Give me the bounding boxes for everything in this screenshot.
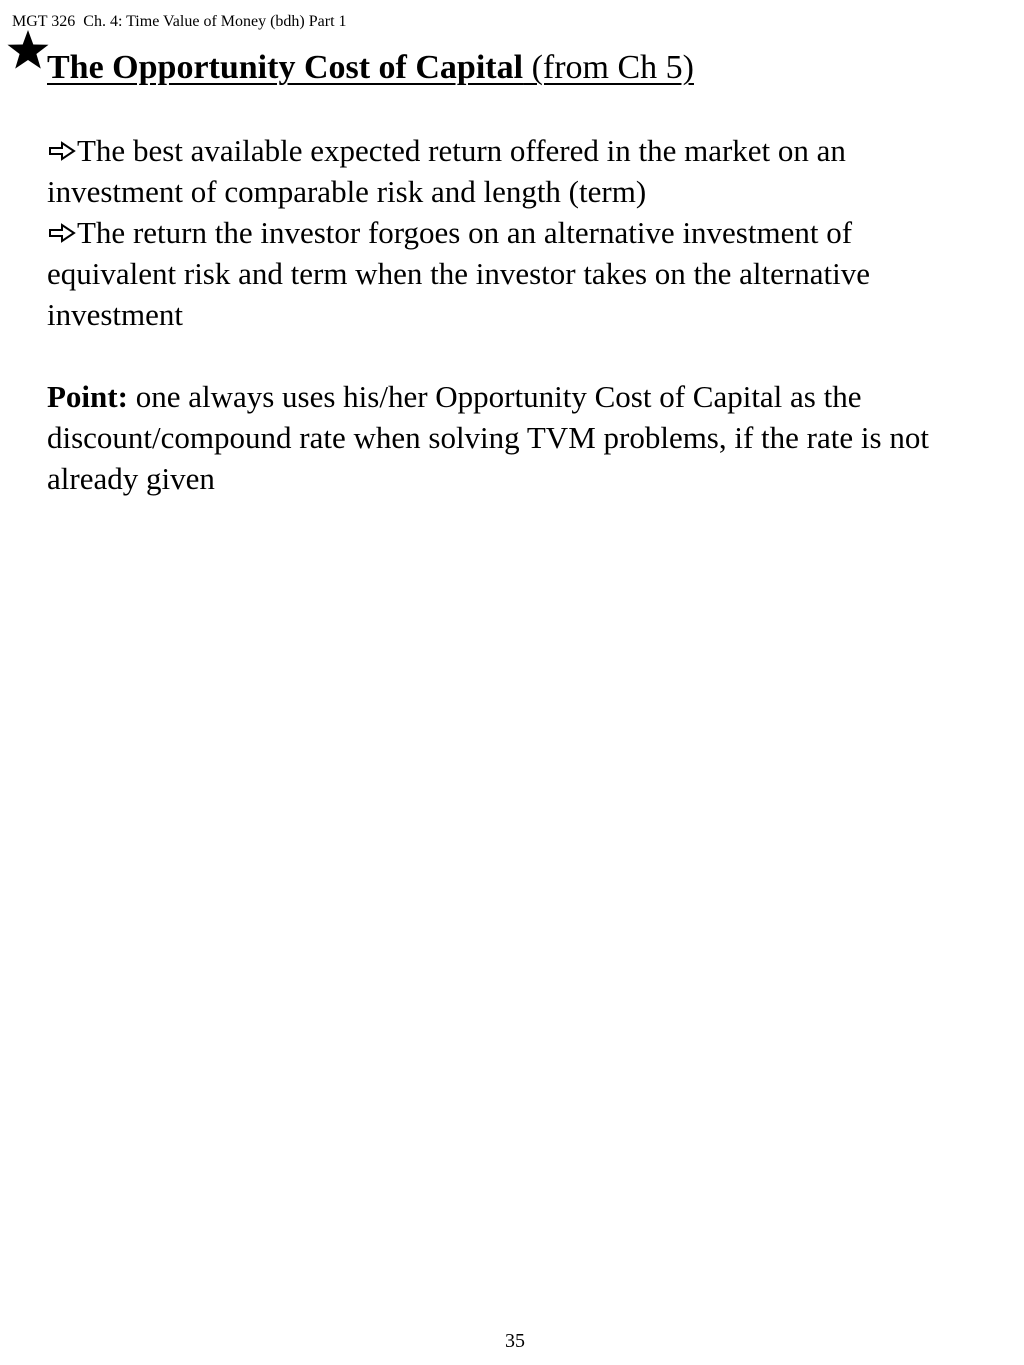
point-text: one always uses his/her Opportunity Cost of Capital as the discount/compound rate when solving TVM problems, if the rate is not already given <box>47 379 929 496</box>
point-label: Point: <box>47 379 128 414</box>
bullet-text: The best available expected return offered in the market on an investment of comparable risk and length (term) <box>47 133 846 209</box>
page-number: 35 <box>505 1330 525 1352</box>
point-paragraph <box>47 376 987 499</box>
page-title <box>47 46 694 90</box>
arrow-right-outline-icon <box>47 222 77 244</box>
running-header: MGT 326 Ch. 4: Time Value of Money (bdh) Part 1 <box>12 13 347 30</box>
body-content <box>47 130 987 499</box>
bullet-item <box>47 130 987 212</box>
title-suffix: (from Ch 5) <box>523 49 694 86</box>
bullet-item <box>47 212 987 335</box>
arrow-right-outline-icon <box>47 140 77 162</box>
paragraph-spacer <box>47 335 987 376</box>
bullet-text: The return the investor forgoes on an alternative investment of equivalent risk and term when the investor takes on the alternative investment <box>47 215 870 332</box>
star-icon <box>6 28 50 72</box>
title-main: The Opportunity Cost of Capital <box>47 49 524 86</box>
